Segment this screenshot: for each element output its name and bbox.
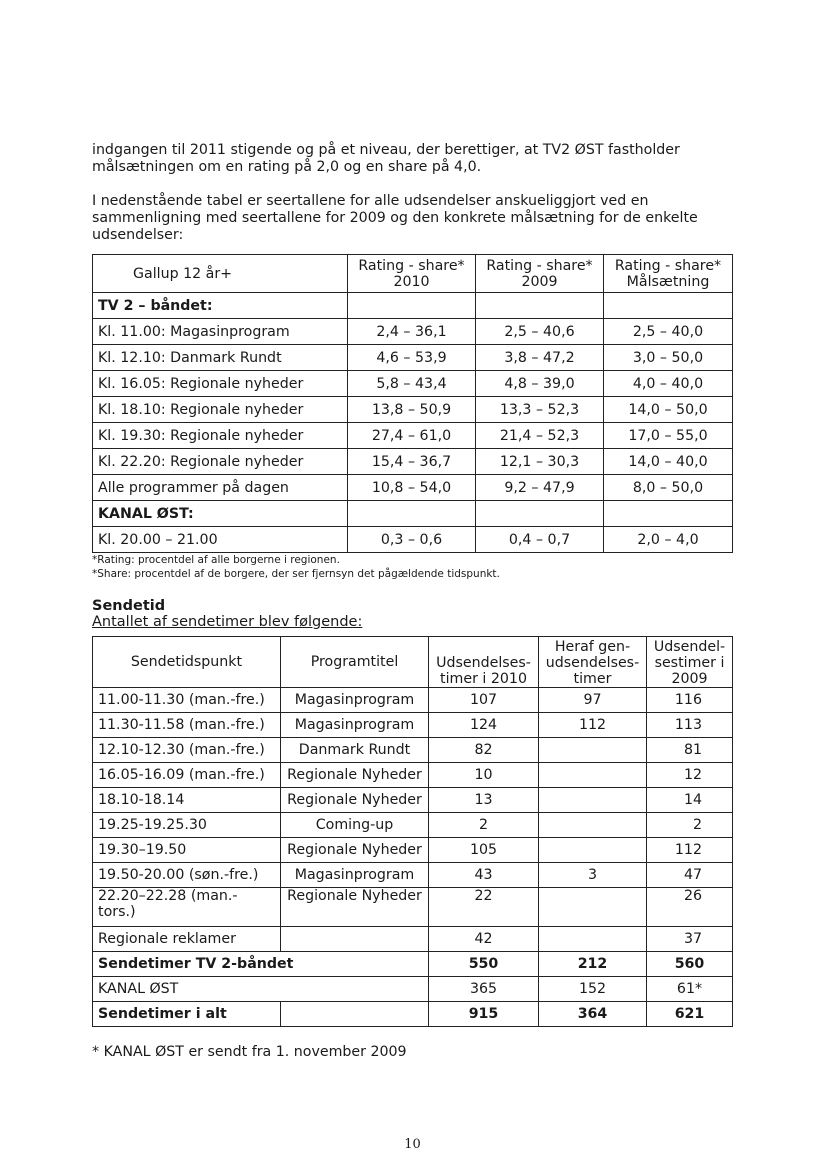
ratings-row-cell: 2,0 – 4,0	[604, 527, 733, 553]
ratings-row-cell: Kl. 19.30: Regionale nyheder	[93, 423, 348, 449]
ratings-row-cell: 9,2 – 47,9	[476, 475, 604, 501]
sendetid-row-cell: 43	[429, 863, 539, 888]
ratings-row-cell: 10,8 – 54,0	[348, 475, 476, 501]
total-all-2010: 915	[429, 1002, 539, 1027]
kanal-ost-row	[93, 977, 733, 1002]
ratings-row	[93, 371, 733, 397]
total-tv2-label: Sendetimer TV 2-båndet	[93, 952, 429, 977]
sendetid-row-cell: 12.10-12.30 (man.-fre.)	[93, 738, 281, 763]
sendetid-row	[93, 788, 733, 813]
ratings-row-cell: Kl. 16.05: Regionale nyheder	[93, 371, 348, 397]
ratings-row-cell: 27,4 – 61,0	[348, 423, 476, 449]
ratings-row-cell: 0,3 – 0,6	[348, 527, 476, 553]
sendetid-row-cell: 112	[647, 838, 733, 863]
ratings-section-tv2: TV 2 – båndet:	[93, 293, 348, 319]
ratings-row-cell: 3,0 – 50,0	[604, 345, 733, 371]
sendetid-row-cell: Coming-up	[281, 813, 429, 838]
sendetid-row	[93, 763, 733, 788]
total-all-row	[93, 1002, 733, 1027]
sendetid-row-cell: 14	[647, 788, 733, 813]
sendetid-row-cell: 10	[429, 763, 539, 788]
sendetid-row	[93, 738, 733, 763]
ratings-row	[93, 397, 733, 423]
sendetid-row	[93, 863, 733, 888]
sendetid-row-cell: 116	[647, 688, 733, 713]
ratings-row-cell: 13,3 – 52,3	[476, 397, 604, 423]
kanal-ost-2010: 365	[429, 977, 539, 1002]
sendetid-row-cell	[539, 927, 647, 952]
sendetid-row-cell: 12	[647, 763, 733, 788]
sendetid-row-cell: 3	[539, 863, 647, 888]
kanal-ost-label: KANAL ØST	[93, 977, 429, 1002]
sendetid-row-cell: 42	[429, 927, 539, 952]
ratings-row-cell: 4,8 – 39,0	[476, 371, 604, 397]
sendetid-row	[93, 813, 733, 838]
ratings-row-cell: 2,4 – 36,1	[348, 319, 476, 345]
ratings-row	[93, 423, 733, 449]
footnote-rating: *Rating: procentdel af alle borgerne i regionen.	[92, 554, 340, 566]
sendetid-row-cell: 11.30-11.58 (man.-fre.)	[93, 713, 281, 738]
ratings-header-2009: Rating - share* 2009	[476, 255, 604, 293]
sendetid-row-cell: Magasinprogram	[281, 863, 429, 888]
page-number: 10	[404, 1137, 421, 1152]
sendetid-row-cell: 124	[429, 713, 539, 738]
sendetid-row-cell: 37	[647, 927, 733, 952]
sendetid-header-row	[93, 637, 733, 688]
ratings-row-cell: Kl. 12.10: Danmark Rundt	[93, 345, 348, 371]
ratings-row-cell: 2,5 – 40,0	[604, 319, 733, 345]
ratings-row	[93, 527, 733, 553]
sendetid-row-cell: 19.30–19.50	[93, 838, 281, 863]
sendetid-row-cell: 19.25-19.25.30	[93, 813, 281, 838]
sendetid-row	[93, 713, 733, 738]
sendetid-row-cell: Regionale Nyheder	[281, 763, 429, 788]
total-all-2009: 621	[647, 1002, 733, 1027]
ratings-row-cell: 2,5 – 40,6	[476, 319, 604, 345]
sendetid-table	[92, 636, 733, 1027]
sendetid-row-cell: 47	[647, 863, 733, 888]
ratings-section-row	[93, 293, 733, 319]
ratings-row-cell: 8,0 – 50,0	[604, 475, 733, 501]
ratings-row-cell: Kl. 11.00: Magasinprogram	[93, 319, 348, 345]
ratings-header-2010: Rating - share* 2010	[348, 255, 476, 293]
ratings-row-cell: 4,6 – 53,9	[348, 345, 476, 371]
sendetid-row	[93, 838, 733, 863]
sendetid-row-cell: 11.00-11.30 (man.-fre.)	[93, 688, 281, 713]
total-tv2-row	[93, 952, 733, 977]
ratings-row-cell: Kl. 20.00 – 21.00	[93, 527, 348, 553]
ratings-row-cell: 3,8 – 47,2	[476, 345, 604, 371]
sendetid-row-cell: 2	[429, 813, 539, 838]
ratings-row	[93, 475, 733, 501]
header-timer-2010: Udsendelses-timer i 2010	[429, 637, 539, 688]
sendetid-row-cell: 97	[539, 688, 647, 713]
sendetid-row-cell	[539, 738, 647, 763]
ratings-row-cell: Alle programmer på dagen	[93, 475, 348, 501]
sendetid-row-cell: 107	[429, 688, 539, 713]
footnote-share: *Share: procentdel af de borgere, der ser fjernsyn det pågældende tidspunkt.	[92, 568, 500, 580]
sendetid-row-cell	[539, 888, 647, 927]
ratings-row-cell: 13,8 – 50,9	[348, 397, 476, 423]
ratings-row-cell: 5,8 – 43,4	[348, 371, 476, 397]
sendetid-row-cell: Regionale Nyheder	[281, 888, 429, 927]
sendetid-row-cell: 105	[429, 838, 539, 863]
ratings-row-cell: 14,0 – 40,0	[604, 449, 733, 475]
sendetid-row-cell: Magasinprogram	[281, 688, 429, 713]
total-tv2-2010: 550	[429, 952, 539, 977]
ratings-header-goal: Rating - share* Målsætning	[604, 255, 733, 293]
sendetid-row-cell: 16.05-16.09 (man.-fre.)	[93, 763, 281, 788]
sendetid-row	[93, 688, 733, 713]
sendetid-row-cell: 13	[429, 788, 539, 813]
sendetid-row-cell: Regionale Nyheder	[281, 838, 429, 863]
sendetid-row-cell	[539, 813, 647, 838]
ratings-row-cell: Kl. 18.10: Regionale nyheder	[93, 397, 348, 423]
ratings-row	[93, 449, 733, 475]
ratings-row-cell: 4,0 – 40,0	[604, 371, 733, 397]
sendetid-row-cell: 18.10-18.14	[93, 788, 281, 813]
sendetid-row-cell: Regionale reklamer	[93, 927, 281, 952]
sendetid-row-cell: 26	[647, 888, 733, 927]
section-title: Sendetid	[92, 598, 166, 614]
sendetid-row-cell	[281, 927, 429, 952]
sendetid-row-cell: 81	[647, 738, 733, 763]
header-sendetidspunkt: Sendetidspunkt	[93, 637, 281, 688]
sendetid-row-cell: 22	[429, 888, 539, 927]
total-tv2-rerun: 212	[539, 952, 647, 977]
ratings-row-cell: 12,1 – 30,3	[476, 449, 604, 475]
kanal-ost-note: * KANAL ØST er sendt fra 1. november 2009	[92, 1044, 407, 1060]
sendetid-row-cell: Regionale Nyheder	[281, 788, 429, 813]
ratings-section-row	[93, 501, 733, 527]
ratings-row-cell: Kl. 22.20: Regionale nyheder	[93, 449, 348, 475]
intro-paragraph-2: I nedenstående tabel er seertallene for alle udsendelser anskueliggjort ved en sammenligning med seertallene for 2009 og den konkrete målsætning for de enkelte udsendelser:	[92, 193, 698, 243]
section-subtitle: Antallet af sendetimer blev følgende:	[92, 614, 363, 630]
kanal-ost-2009: 61*	[647, 977, 733, 1002]
sendetid-row-cell	[539, 838, 647, 863]
sendetid-row-cell: 2	[647, 813, 733, 838]
ratings-section-kanal-ost: KANAL ØST:	[93, 501, 348, 527]
ratings-header-gallup: Gallup 12 år+	[93, 255, 348, 293]
sendetid-row-cell: 19.50-20.00 (søn.-fre.)	[93, 863, 281, 888]
header-timer-2009: Udsendel-sestimer i 2009	[647, 637, 733, 688]
kanal-ost-rerun: 152	[539, 977, 647, 1002]
sendetid-row-cell: Danmark Rundt	[281, 738, 429, 763]
sendetid-row-cell	[539, 763, 647, 788]
sendetid-row-cell: 113	[647, 713, 733, 738]
ratings-row-cell: 15,4 – 36,7	[348, 449, 476, 475]
header-programtitel: Programtitel	[281, 637, 429, 688]
header-genudsendelse: Heraf gen-udsendelses-timer	[539, 637, 647, 688]
total-all-rerun: 364	[539, 1002, 647, 1027]
total-tv2-2009: 560	[647, 952, 733, 977]
sendetid-row-cell: 82	[429, 738, 539, 763]
ratings-row-cell: 17,0 – 55,0	[604, 423, 733, 449]
total-all-label: Sendetimer i alt	[93, 1002, 281, 1027]
sendetid-row	[93, 927, 733, 952]
sendetid-row-cell: Magasinprogram	[281, 713, 429, 738]
sendetid-row	[93, 888, 733, 927]
ratings-row-cell: 14,0 – 50,0	[604, 397, 733, 423]
ratings-row-cell: 21,4 – 52,3	[476, 423, 604, 449]
ratings-row	[93, 319, 733, 345]
ratings-header-row	[93, 255, 733, 293]
sendetid-row-cell	[539, 788, 647, 813]
sendetid-row-cell: 22.20–22.28 (man.-tors.)	[93, 888, 281, 927]
ratings-table	[92, 254, 733, 553]
ratings-row-cell: 0,4 – 0,7	[476, 527, 604, 553]
intro-paragraph-1: indgangen til 2011 stigende og på et niveau, der berettiger, at TV2 ØST fastholder målsætningen om en rating på 2,0 og en share på 4,0.	[92, 142, 680, 175]
ratings-row	[93, 345, 733, 371]
sendetid-row-cell: 112	[539, 713, 647, 738]
